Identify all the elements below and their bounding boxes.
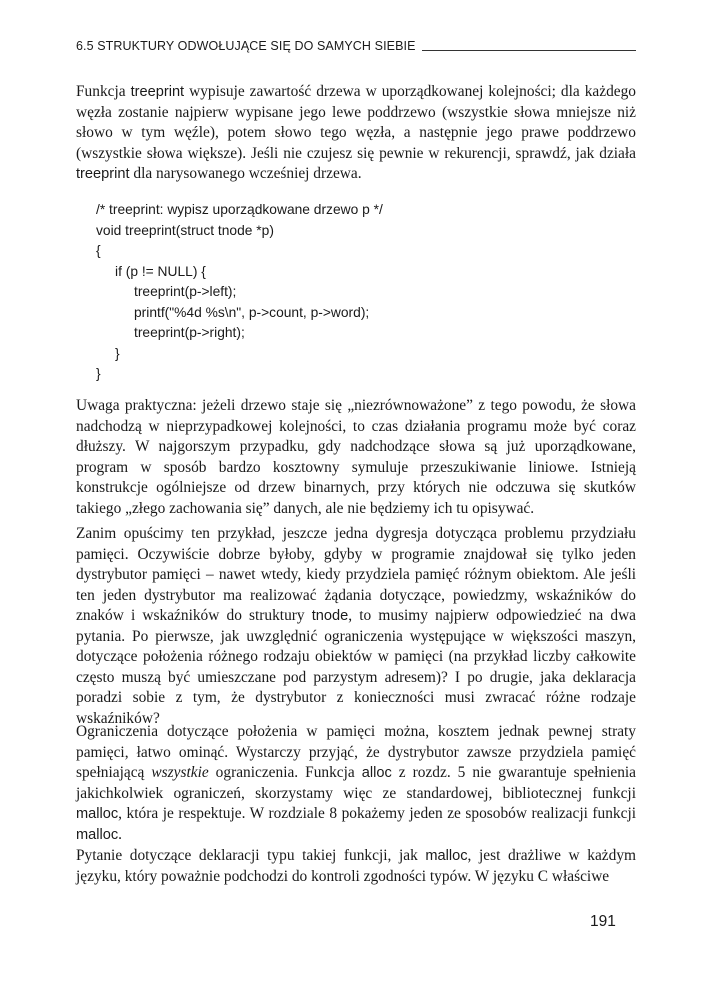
p5-text-2: , jest drażliwe w każdym języku, który poważnie podchodzi do kontroli zgodności typów. W języku C właściwe — [76, 847, 636, 885]
paragraph-memory-allocation — [76, 524, 636, 729]
paragraph-treeprint-intro — [76, 82, 636, 185]
code-line: printf("%4d %s\n", p->count, p->word); — [134, 304, 370, 320]
p5-text-1: Pytanie dotyczące deklaracji typu takiej funkcji, jak — [76, 847, 426, 864]
code-line: void treeprint(struct tnode *p) — [96, 222, 274, 238]
code-line: } — [96, 366, 101, 381]
code-line: treeprint(p->right); — [134, 325, 245, 340]
emphasis-wszystkie: wszystkie — [151, 764, 209, 781]
code-line: { — [96, 243, 101, 258]
page-number: 191 — [590, 913, 616, 930]
code-listing-treeprint — [96, 200, 383, 385]
code-line: if (p != NULL) { — [115, 263, 206, 279]
p4-text-4: , która je respektuje. W rozdziale 8 pokażemy jeden ze sposobów realizacji funkcji — [118, 805, 636, 822]
p4-text-2: ograniczenia. Funkcja — [208, 764, 362, 781]
code-term-treeprint: treeprint — [130, 84, 185, 100]
p1-text-1: Funkcja — [76, 83, 131, 100]
paragraph-practical-note: Uwaga praktyczna: jeżeli drzewo staje się „niezrównoważone” z tego powodu, że słowa nadchodzą w nieprzypadkowej kolejności, to czas działania programu może być coraz dłuższy. W najgorszym przypadku, gdy nadchodzące słowa są już uporządkowane, program w sposób bardzo kosztowny symuluje przeszukiwanie liniowe. Istnieją konstrukcje ogólniejsze od drzew binarnych, przy których nie odczuwa się skutków takiego „złego zachowania się” danych, ale nie będziemy ich tu opisywać. — [76, 397, 636, 517]
code-line: treeprint(p->left); — [134, 284, 237, 299]
code-term-tnode: tnode — [311, 608, 349, 624]
running-head-rule — [422, 50, 636, 51]
p1-text-3: dla narysowanego wcześniej drzewa. — [129, 165, 362, 182]
p3-text-2: , to musimy najpierw odpowiedzieć na dwa pytania. Po pierwsze, jak uwzględnić ograniczenia występujące w większości maszyn, dotyczące położenia różnego rodzaju obiektów w pamięci (na przykład liczby całkowite często muszą być umieszczane pod parzystym adresem)? I po drugie, jaka deklaracja poradzi sobie z tym, że dystrybutor z konieczności musi zwracać różne rodzaje wskaźników? — [76, 607, 637, 727]
p1-text-2: wypisuje zawartość drzewa w uporządkowanej kolejności; dla każdego węzła zostanie najpierw wypisane jego lewe poddrzewo (wszystkie słowa mniejsze niż słowo w tym węźle), potem słowo tego węzła, a następnie jego prawe poddrzewo (wszystkie słowa większe). Jeśli nie czujesz się pewnie w rekurencji, sprawdź, jak działa — [76, 83, 636, 162]
p4-text-5: . — [118, 825, 123, 843]
running-head — [76, 39, 636, 53]
paragraph-alignment — [76, 722, 636, 845]
code-term-malloc: malloc — [76, 806, 119, 822]
p4-text-1: Ograniczenia dotyczące położenia w pamięci można, kosztem jednak pewnej straty pamięci, łatwo ominąć. Wystarczy przyjąć, że dystrybutor zawsze przydziela pamięć spełniającą — [76, 723, 636, 781]
code-line: /* treeprint: wypisz uporządkowane drzewo p */ — [96, 202, 383, 217]
code-term-malloc: malloc — [76, 826, 119, 843]
paragraph-type-declaration — [76, 846, 636, 887]
code-term-malloc: malloc — [425, 848, 468, 864]
code-term-treeprint: treeprint — [76, 166, 130, 182]
p3-text-1: Zanim opuścimy ten przykład, jeszcze jedna dygresja dotycząca problemu przydziału pamięci. Oczywiście dobrze byłoby, gdyby w programie znajdował się tylko jeden dystrybutor pamięci – nawet wtedy, kiedy przydziela pamięć różnym obiektom. Ale jeśli ten jeden dystrybutor ma realizować żądania dotyczące, powiedzmy, wskaźników do znaków i wskaźników do struktury — [76, 525, 636, 624]
running-head-title: 6.5 STRUKTURY ODWOŁUJĄCE SIĘ DO SAMYCH SIEBIE — [76, 39, 416, 53]
p4-text-3: z rozdz. 5 nie gwarantuje spełnienia jakichkolwiek ograniczeń, skorzystamy więc ze standardowej, bibliotecznej funkcji — [76, 764, 636, 802]
code-term-alloc: alloc — [361, 765, 392, 781]
code-line: } — [115, 345, 120, 361]
